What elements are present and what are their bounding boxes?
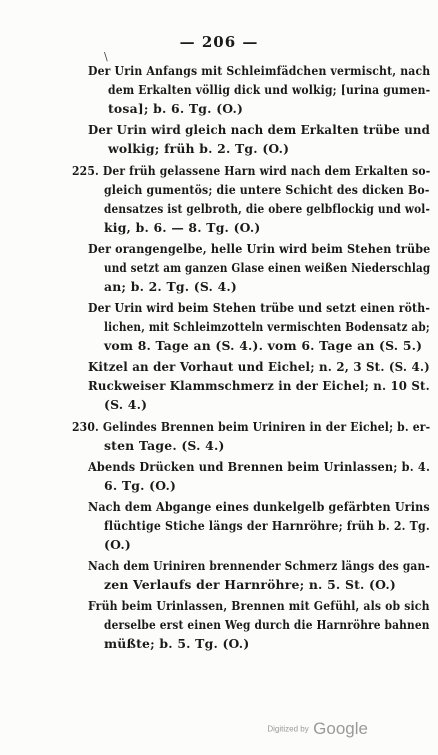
text-line: und setzt am ganzen Glase einen weißen Niederschlag	[104, 260, 431, 275]
numbered-entry-line: 225. Der früh gelassene Harn wird nach dem Erkalten so-	[72, 163, 431, 178]
text-line: Der Urin wird gleich nach dem Erkalten trübe und	[88, 122, 431, 137]
google-logo-text: Google	[313, 719, 368, 738]
text-line: tosa]; b. 6. Tg. (O.)	[108, 101, 244, 116]
text-line: Nach dem Uriniren brennender Schmerz längs des gan-	[88, 558, 431, 573]
text-line: derselbe erst einen Weg durch die Harnröhre bahnen	[104, 617, 430, 632]
watermark-prefix: Digitized by	[267, 724, 309, 734]
numbered-entry-line: 230. Gelindes Brennen beim Uriniren in der Eichel; b. er-	[72, 419, 431, 434]
text-line: müßte; b. 5. Tg. (O.)	[104, 636, 250, 651]
text-line: vom 8. Tage an (S. 4.). vom 6. Tage an (S. 5.)	[104, 338, 423, 353]
text-line: (S. 4.)	[104, 397, 148, 412]
text-line: Der Urin Anfangs mit Schleimfädchen vermischt, nach	[88, 63, 431, 78]
text-line: gleich gumentös; die untere Schicht des dicken Bo-	[104, 182, 430, 197]
text-line: Kitzel an der Vorhaut und Eichel; n. 2, 3 St. (S. 4.)	[88, 359, 430, 374]
text-line: sten Tage. (S. 4.)	[104, 438, 225, 453]
text-line: Abends Drücken und Brennen beim Urinlassen; b. 4.	[88, 459, 431, 474]
page-number: — 206 —	[179, 33, 259, 51]
text-line: (O.)	[104, 537, 131, 552]
text-line: flüchtige Stiche längs der Harnröhre; früh b. 2. Tg.	[104, 518, 430, 533]
text-line: an; b. 2. Tg. (S. 4.)	[104, 279, 237, 294]
google-watermark	[267, 719, 368, 739]
text-line: Früh beim Urinlassen, Brennen mit Gefühl, als ob sich	[88, 598, 430, 613]
text-line: kig, b. 6. — 8. Tg. (O.)	[104, 220, 261, 235]
text-line: Der Urin wird beim Stehen trübe und setzt einen röth-	[88, 300, 431, 315]
text-line: Nach dem Abgange eines dunkelgelb gefärbten Urins	[88, 499, 430, 514]
margin-mark: \	[104, 50, 108, 63]
text-line: dem Erkalten völlig dick und wolkig; [urina gumen-	[108, 82, 431, 97]
text-line: lichen, mit Schleimzotteln vermischten Bodensatz ab;	[104, 319, 430, 334]
text-line: zen Verlaufs der Harnröhre; n. 5. St. (O.)	[104, 577, 396, 592]
text-line: densatzes ist gelbroth, die obere gelbflockig und wol-	[104, 201, 430, 216]
text-line: wolkig; früh b. 2. Tg. (O.)	[108, 141, 290, 156]
text-line: Der orangengelbe, helle Urin wird beim Stehen trübe	[88, 241, 431, 256]
text-line: 6. Tg. (O.)	[104, 478, 177, 493]
text-line: Ruckweiser Klammschmerz in der Eichel; n. 10 St.	[88, 378, 430, 393]
